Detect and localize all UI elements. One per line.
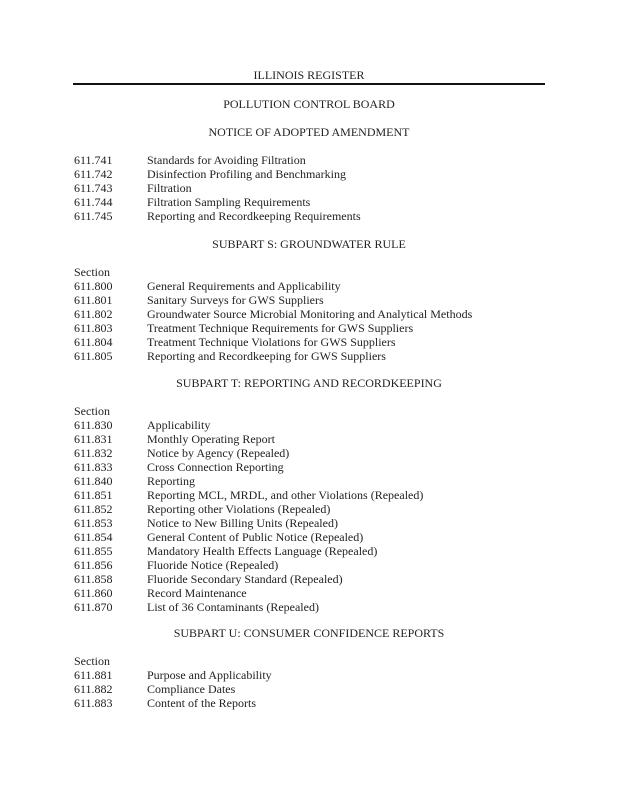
section-entry — [74, 502, 554, 516]
section-entry — [74, 586, 554, 600]
section-entry — [74, 682, 554, 696]
section-number: 611.800 — [74, 279, 113, 293]
section-entry — [74, 488, 554, 502]
section-title: Compliance Dates — [147, 682, 236, 696]
section-title: Notice to New Billing Units (Repealed) — [147, 516, 338, 530]
section-entry — [74, 293, 554, 307]
section-title: Mandatory Health Effects Language (Repealed) — [147, 544, 378, 558]
section-number: 611.743 — [74, 181, 113, 195]
subpart-u-heading: SUBPART U: CONSUMER CONFIDENCE REPORTS — [173, 626, 445, 640]
section-title: Purpose and Applicability — [147, 668, 272, 682]
section-title: List of 36 Contaminants (Repealed) — [147, 600, 319, 614]
section-entry — [74, 279, 554, 293]
section-number: 611.742 — [74, 167, 113, 181]
section-entry — [74, 572, 554, 586]
section-title: Disinfection Profiling and Benchmarking — [147, 167, 346, 181]
section-entry — [74, 668, 554, 682]
section-title: General Content of Public Notice (Repealed) — [147, 530, 364, 544]
section-title: Notice by Agency (Repealed) — [147, 446, 290, 460]
section-list-subpart-s — [74, 265, 554, 363]
notice-title: NOTICE OF ADOPTED AMENDMENT — [208, 125, 410, 139]
agency-title: POLLUTION CONTROL BOARD — [223, 97, 395, 111]
section-number: 611.858 — [74, 572, 113, 586]
section-title: Monthly Operating Report — [147, 432, 275, 446]
section-number: 611.833 — [74, 460, 113, 474]
section-title: Filtration — [147, 181, 192, 195]
section-number: 611.852 — [74, 502, 113, 516]
register-title: ILLINOIS REGISTER — [253, 68, 365, 82]
section-title: Reporting and Recordkeeping Requirements — [147, 209, 361, 223]
subpart-s-heading: SUBPART S: GROUNDWATER RULE — [212, 237, 406, 251]
section-title: Treatment Technique Requirements for GWS Suppliers — [147, 321, 414, 335]
section-number: 611.744 — [74, 195, 113, 209]
section-title: Fluoride Notice (Repealed) — [147, 558, 279, 572]
section-number: 611.870 — [74, 600, 113, 614]
section-number: 611.860 — [74, 586, 113, 600]
section-number: 611.882 — [74, 682, 113, 696]
section-number: 611.840 — [74, 474, 113, 488]
section-entry — [74, 335, 554, 349]
section-title: Cross Connection Reporting — [147, 460, 284, 474]
section-entry — [74, 418, 554, 432]
section-number: 611.745 — [74, 209, 113, 223]
section-entry — [74, 696, 554, 710]
subpart-t-heading: SUBPART T: REPORTING AND RECORDKEEPING — [176, 376, 442, 390]
section-title: Treatment Technique Violations for GWS Suppliers — [147, 335, 396, 349]
section-entry — [74, 153, 554, 167]
section-entry — [74, 446, 554, 460]
section-number: 611.831 — [74, 432, 113, 446]
section-number: 611.855 — [74, 544, 113, 558]
section-number: 611.832 — [74, 446, 113, 460]
section-title: General Requirements and Applicability — [147, 279, 341, 293]
section-label: Section — [74, 265, 110, 279]
section-number: 611.802 — [74, 307, 113, 321]
section-title: Groundwater Source Microbial Monitoring and Analytical Methods — [147, 307, 473, 321]
section-number: 611.883 — [74, 696, 113, 710]
section-label: Section — [74, 404, 110, 418]
section-entry — [74, 432, 554, 446]
section-number: 611.741 — [74, 153, 113, 167]
section-number: 611.804 — [74, 335, 113, 349]
section-entry — [74, 349, 554, 363]
section-entry — [74, 195, 554, 209]
section-title: Content of the Reports — [147, 696, 256, 710]
section-number: 611.803 — [74, 321, 113, 335]
section-list-subpart-t — [74, 404, 554, 614]
section-title: Reporting MCL, MRDL, and other Violations (Repealed) — [147, 488, 424, 502]
section-list-subpart-u — [74, 654, 554, 710]
section-entry — [74, 181, 554, 195]
section-title: Record Maintenance — [147, 586, 247, 600]
section-entry — [74, 558, 554, 572]
section-entry — [74, 474, 554, 488]
section-entry — [74, 530, 554, 544]
section-entry — [74, 209, 554, 223]
section-number: 611.853 — [74, 516, 113, 530]
section-list-subpart-r — [74, 153, 554, 223]
section-number: 611.854 — [74, 530, 113, 544]
section-number: 611.830 — [74, 418, 113, 432]
section-entry — [74, 544, 554, 558]
section-entry — [74, 600, 554, 614]
section-entry — [74, 460, 554, 474]
section-title: Sanitary Surveys for GWS Suppliers — [147, 293, 324, 307]
section-number: 611.856 — [74, 558, 113, 572]
section-number: 611.881 — [74, 668, 113, 682]
section-title: Reporting other Violations (Repealed) — [147, 502, 331, 516]
section-title: Fluoride Secondary Standard (Repealed) — [147, 572, 343, 586]
section-title: Applicability — [147, 418, 211, 432]
section-entry — [74, 516, 554, 530]
section-entry — [74, 167, 554, 181]
section-number: 611.851 — [74, 488, 113, 502]
header-rule — [73, 83, 545, 85]
section-label: Section — [74, 654, 110, 668]
section-entry — [74, 321, 554, 335]
section-title: Reporting and Recordkeeping for GWS Suppliers — [147, 349, 386, 363]
section-entry — [74, 307, 554, 321]
section-title: Standards for Avoiding Filtration — [147, 153, 306, 167]
section-title: Filtration Sampling Requirements — [147, 195, 311, 209]
section-number: 611.801 — [74, 293, 113, 307]
section-number: 611.805 — [74, 349, 113, 363]
section-title: Reporting — [147, 474, 195, 488]
